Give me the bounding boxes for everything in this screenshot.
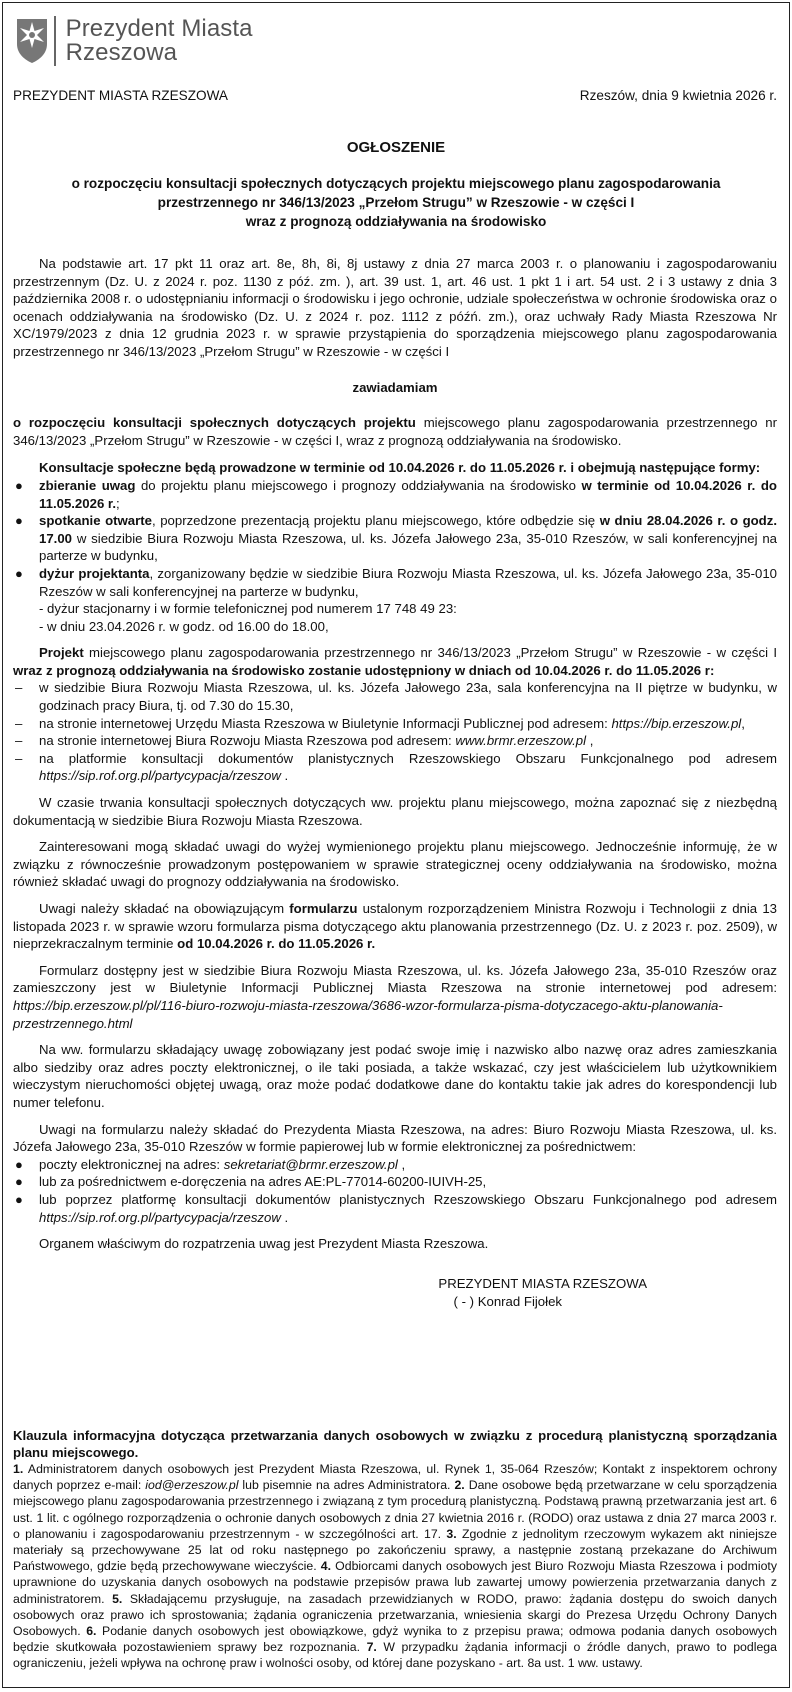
clause-item-text: Odbiorcami danych osobowych jest Biuro Rozwoju Miasta Rzeszowa i podmioty uprawnione do uzyskania danych osobowych na podstawie przepisów prawa lub zawartej umowy powierzenia przetwarzania danych z administratorem. [13,1559,777,1606]
clause-item-number: 6. [86,1624,97,1639]
form-date: w terminie od 10.04.2026 r. do 11.05.2026 r. [39,477,777,511]
project-paragraph [13,644,777,679]
authority-paragraph: Organem właściwym do rozpatrzenia uwag jest Prezydent Miasta Rzeszowa. [39,1236,489,1252]
punct: , [586,733,594,749]
clause-item-text: W przypadku żądania informacji o źródle danych, prawo to podlega ograniczeniu, jeżeli wpływa na ochronę praw i wolności osoby, od której dane pozyskano - art. 8a ust. 1 ww. ustawy. [13,1640,777,1671]
location-text: na stronie internetowej Urzędu Miasta Rzeszowa w Biuletynie Informacji Publicznej pod adresem: [39,715,612,731]
legal-basis-paragraph: Na podstawie art. 17 pkt 11 oraz art. 8e, 8h, 8i, 8j ustawy z dnia 27 marca 2003 r. o planowaniu i zagospodarowaniu przestrzennym (Dz. U. z 2024 r. poz. 1130 z póź. zm. ), art. 39 ust. 1, art. 46 ust. 1 pkt 1 i art. 54 ust. 2 i 3 ustawy z dnia 3 października 2008 r. o udostępnianiu informacji o środowisku i jego ochronie, udziale społeczeństwa w ochronie środowiska oraz o ocenach oddziaływania na środowisko (Dz. U. z 2024 r. poz. 1112 z późń. zm.), oraz uchwały Rady Miasta Rzeszowa Nr XC/1979/2023 z dnia 12 grudnia 2023 r. w sprawie przystąpienia do sporządzenia miejscowego planu zagospodarowania przestrzennego nr 346/13/2023 „Przełom Strugu” w Rzeszowie - w części I [13,256,777,359]
notice-paragraph [13,414,777,449]
form-name: zbieranie uwag [39,477,136,493]
logo-line-2: Rzeszowa [65,39,178,66]
duty-line: - dyżur stacjonarny i w formie telefonicznej pod numerem 17 748 49 23: [39,601,457,617]
list-item [13,715,777,733]
rzeszow-crest-icon [15,18,49,64]
list-item [13,750,777,785]
submission-channels-list [13,1156,777,1226]
project-text: miejscowego planu zagospodarowania przestrzennego nr 346/13/2023 „Przełom Strugu” w Rzeszowie - w części I [83,645,777,661]
clause-item-number: 3. [446,1526,457,1541]
logo-divider [54,16,56,66]
form-text: Uwagi należy składać na obowiązującym [39,901,290,916]
consultation-forms-list [13,477,777,635]
bullet-icon: ● [15,1174,23,1190]
avail-text: Formularz dostępny jest w siedzibie Biura Rozwoju Miasta Rzeszowa, ul. ks. Józefa Jałowego 23a, 35-010 Rzeszów oraz zamieszczony jest w Biuletynie Informacji Publicznej Miasta Rzeszowa na stronie internetowej pod adresem: [13,962,777,996]
channel-text: lub poprzez platformę konsultacji dokumentów planistycznych Rzeszowskiego Obszaru Funkcjonalnego pod adresem [39,1191,777,1207]
subtitle-line: o rozpoczęciu konsultacji społecznych dotyczących projektu miejscowego planu zagospodarowania [71,176,721,191]
clause-item-text: Składającemu przysługuje, na zasadach przewidzianych w RODO, prawo: żądania dostępu do swoich danych osobowych oraz prawo ich sprostowania; żądania ograniczenia przetwarzania, wniesienia skargi do Prezesa Urzędu Ochrony Danych Osobowych. [13,1591,777,1639]
bullet-icon: ● [15,1191,23,1207]
form-paragraph [13,900,777,953]
form-deadline: od 10.04.2026 r. do 11.05.2026 r. [177,936,376,952]
subtitle-line: wraz z prognozą oddziaływania na środowisko [245,214,547,229]
form-date: w dniu 28.04.2026 r. o godz. 17.00 [39,513,777,546]
project-bold: Projekt [39,645,84,661]
location-text: w siedzibie Biura Rozwoju Miasta Rzeszowa, ul. ks. Józefa Jałowego 23a, sala konferencyjna na II piętrze w budynku, w godzinach pracy Biura, tj. od 7.30 do 15.30, [39,680,777,714]
list-item [13,477,777,512]
bullet-icon: ● [15,513,23,529]
form-text: do projektu planu miejscowego i prognozy oddziaływania na środowisko [135,477,582,493]
form-name: dyżur projektanta [39,565,150,581]
clause-item-text: Dane osobowe będą przetwarzane w celu sporządzenia miejscowego planu zagospodarowania przestrzennego i związaną z tym procedurą planistyczną. Podstawą prawną przetwarzania jest art. 6 ust. 1 lit. c ogólnego rozporządzenia o ochronie danych osobowych z dnia 27 kwietnia 2016 r. (RODO) oraz ustawa z dnia 27 marca 2003 r. o planowaniu i zagospodarowaniu przestrzennym - w szczególności art. 17. [13,1478,778,1541]
docs-paragraph: W czasie trwania konsultacji społecznych dotyczących ww. projektu planu miejscowego, można zapoznać się z niezbędną dokumentacją w siedzibie Biura Rozwoju Miasta Rzeszowa. [13,795,777,828]
required-data-paragraph: Na ww. formularzu składający uwagę zobowiązany jest podać swoje imię i nazwisko albo nazwę oraz adres zamieszkania albo siedziby oraz adres poczty elektronicznej, o ile taki posiada, a także wskazać, czy jest właścicielem lub użytkownikiem wieczystym nieruchomości objętej uwagą, oraz może podać dodatkowe dane do kontaktu takie jak adres do korespondencji lub numer telefonu. [13,1042,777,1110]
channel-text: poczty elektronicznej na adres: [39,1156,224,1172]
punct: , [397,1156,406,1172]
clause-item-number: 1. [13,1462,24,1476]
punct: , [741,715,745,731]
notice-text: miejscowego planu zagospodarowania przestrzennego nr 346/13/2023 „Przełom Strugu” w Rzeszowie - w części I, wraz z prognozą oddziaływania na środowisko. [13,415,777,448]
bullet-icon: ● [15,565,23,581]
form-text: ; [116,495,120,511]
sip-link[interactable]: https://sip.rof.org.pl/partycypacja/rzeszow [39,1209,281,1225]
location-text: na platformie konsultacji dokumentów planistycznych Rzeszowskiego Obszaru Funkcjonalnego pod adresem [39,750,777,766]
submit-paragraph: Uwagi na formularzu należy składać do Prezydenta Miasta Rzeszowa, na adres: Biuro Rozwoju Miasta Rzeszowa, ul. ks. Józefa Jałowego 23a, 35-010 Rzeszów w formie papierowej lub w formie elektronicznej za pośrednictwem: [13,1121,777,1155]
punct: . [280,1209,289,1225]
dash-icon: – [15,733,23,749]
list-item [13,679,777,714]
form-bold: formularzu [289,901,358,916]
form-name: spotkanie otwarte [39,513,152,529]
dash-icon: – [15,750,23,766]
clause-item-number: 5. [112,1591,123,1606]
list-item [13,565,777,635]
clause-item-text: lub pisemnie na adres Administratora. [238,1478,455,1493]
list-item [13,512,777,565]
notify-heading: zawiadamiam [352,379,438,395]
email-link[interactable]: sekretariat@brmr.erzeszow.pl [223,1156,398,1172]
clause-item-text: Administratorem danych osobowych jest Prezydent Miasta Rzeszowa, ul. Rynek 1, 35-064 Rzeszów; Kontakt z inspektorem ochrony danych poprzez e-mail: [13,1462,777,1493]
clause-title: Klauzula informacyjna dotycząca przetwarzania danych osobowych w związku z procedurą planistyczną sporządzania planu miejscowego. [13,1428,777,1460]
form-text: ustalonym rozporządzeniem Ministra Rozwoju i Technologii z dnia 13 listopada 2023 r. w sprawie wzoru formularza pisma dotyczącego aktu planowania przestrzennego (Dz. U. z 2023 r. poz. 2509), w nieprzekraczalnym terminie [13,901,777,952]
list-item [13,732,777,750]
issuer-label: PREZYDENT MIASTA RZESZOWA [13,88,229,103]
form-template-link[interactable]: https://bip.erzeszow.pl/pl/116-biuro-rozwoju-miasta-rzeszowa/3686-wzor-formularza-pisma-dotyczacego-aktu-planowania-przestrzennego.html [13,997,723,1031]
document-subtitle [33,174,759,231]
clause-item-number: 7. [366,1640,377,1655]
clause-item-text: Podanie danych osobowych jest obowiązkowe, gdyż wynika to z przepisu prawa; odmowa podania danych osobowych będzie skutkowała pozostawieniem sprawy bez rozpoznania. [13,1624,777,1655]
gdpr-clause [13,1427,777,1672]
logo-line-1: Prezydent Miasta [65,14,253,42]
punct: . [280,768,289,784]
list-item [13,1191,777,1226]
clause-body [13,1461,777,1672]
brmr-link[interactable]: www.brmr.erzeszow.pl [455,733,587,749]
project-dates: wraz z prognozą oddziaływania na środowisko zostanie udostępniony w dniach od 10.04.2026 r. do 11.05.2026 r: [13,662,715,678]
clause-item-text: Zgodnie z jednolitym rzeczowym wykazem akt niniejsze materiały są przechowywane 25 lat od roku następnego po zakończeniu sprawy, a następnie zostaną przekazane do Archiwum Państwowego, gdzie będą przechowywane wieczyście. [13,1526,777,1574]
location-text: na stronie internetowej Biura Rozwoju Miasta Rzeszowa pod adresem: [39,733,456,749]
form-text: , zorganizowany będzie w siedzibie Biura Rozwoju Miasta Rzeszowa, ul. ks. Józefa Jałowego 23a, 35-010 Rzeszów w sali konferencyjnej na parterze w budynku, [39,565,777,599]
bullet-icon: ● [15,477,23,493]
document-title: OGŁOSZENIE [346,139,446,156]
iod-email-link[interactable]: iod@erzeszow.pl [145,1478,239,1493]
clause-item-number: 2. [454,1478,465,1493]
city-logo [15,14,253,68]
logo-wordmark [65,14,253,66]
list-item [13,1156,777,1174]
consultation-heading: Konsultacje społeczne będą prowadzone w terminie od 10.04.2026 r. do 11.05.2026 r. i obejmują następujące formy: [39,460,761,476]
bullet-icon: ● [15,1156,23,1172]
notice-bold-text: o rozpoczęciu konsultacji społecznych dotyczących projektu [13,415,416,431]
sip-link[interactable]: https://sip.rof.org.pl/partycypacja/rzeszow [39,768,281,784]
duty-line: - w dniu 23.04.2026 r. w godz. od 16.00 do 18.00, [39,618,329,634]
form-text: , poprzedzone prezentacją projektu planu miejscowego, które odbędzie się [152,513,600,529]
channel-text: lub za pośrednictwem e-doręczenia na adres AE:PL-77014-60200-IUIVH-25, [39,1174,487,1190]
document-body [13,255,777,1310]
interested-paragraph: Zainteresowani mogą składać uwagi do wyżej wymienionego projektu planu miejscowego. Jednocześnie informuję, że w związku z równocześnie prowadzonym postępowaniem w sprawie strategicznej oceny oddziaływania na środowisko, można również składać uwagi do prognozy oddziaływania na środowisko. [13,839,777,890]
clause-item-number: 4. [320,1559,332,1574]
signature-name: ( - ) Konrad Fijołek [453,1293,562,1309]
list-item [13,1173,777,1191]
document-header [13,87,777,105]
dash-icon: – [15,680,23,696]
bip-link[interactable]: https://bip.erzeszow.pl [611,715,742,731]
announcement-page [2,2,790,1688]
availability-list [13,679,777,785]
dash-icon: – [15,715,23,731]
form-text: w siedzibie Biura Rozwoju Miasta Rzeszowa, ul. ks. Józefa Jałowego 23a, 35-010 Rzeszów, w sali konferencyjnej na parterze w budynku, [39,530,777,564]
signature-title: PREZYDENT MIASTA RZESZOWA [438,1275,647,1291]
availability-paragraph [13,962,777,1032]
subtitle-line: przestrzennego nr 346/13/2023 „Przełom Strugu” w Rzeszowie - w części I [157,195,635,210]
document-date: Rzeszów, dnia 9 kwietnia 2026 r. [579,88,777,103]
